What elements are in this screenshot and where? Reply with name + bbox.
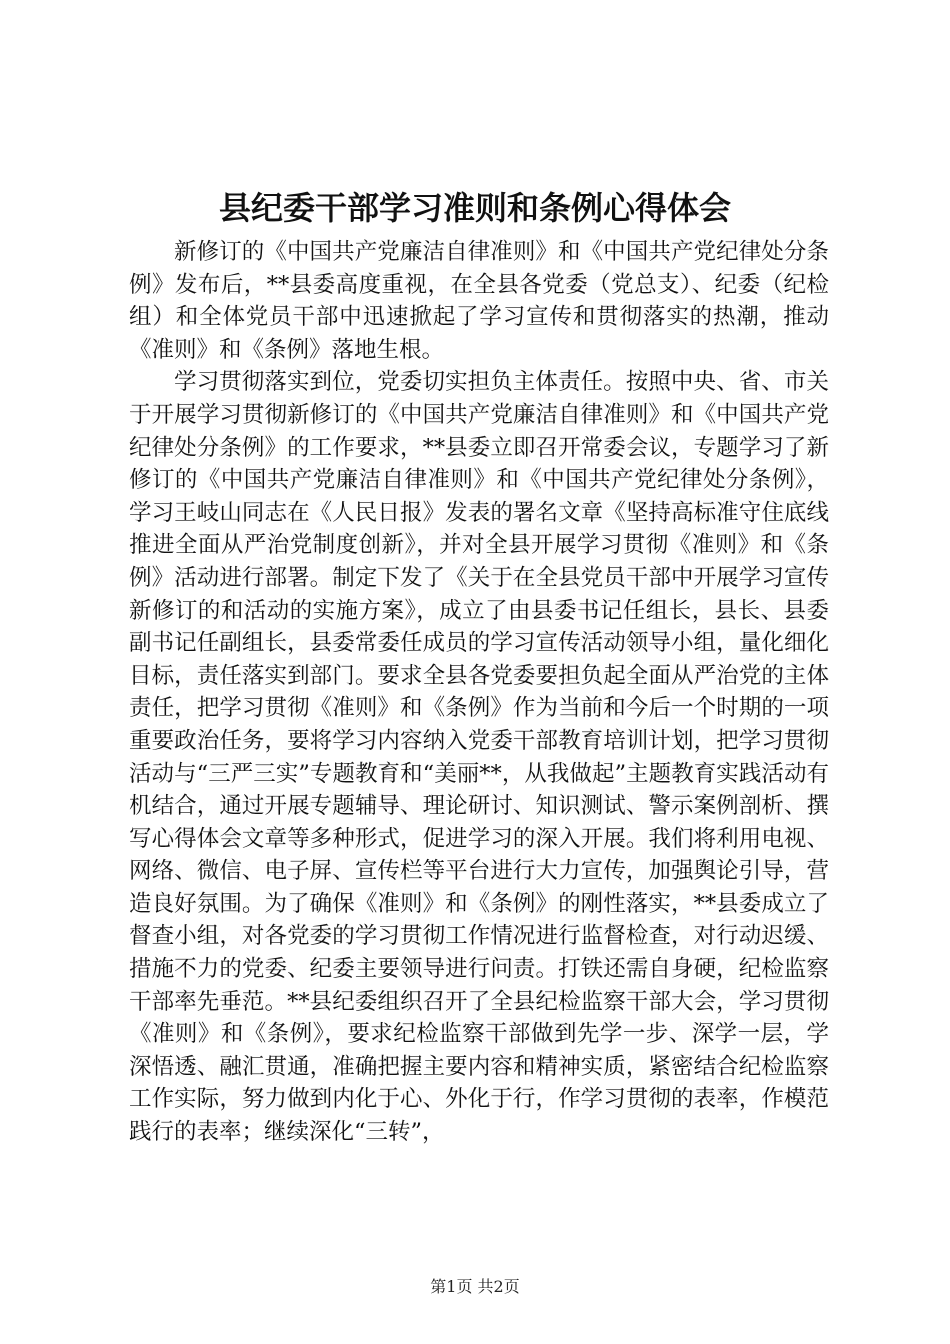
document-title: 县纪委干部学习准则和条例心得体会 bbox=[218, 189, 731, 227]
paragraph-1: 新修订的《中国共产党廉洁自律准则》和《中国共产党纪律处分条例》发布后，**县委高度重视，在全县各党委（党总支）、纪委（纪检组）和全体党员干部中迅速掀起了学习宣传和贯彻落实的热潮，推动《准则》和《条例》落地生根。 bbox=[129, 239, 829, 363]
document-body bbox=[129, 236, 829, 1149]
paragraph-2: 学习贯彻落实到位，党委切实担负主体责任。按照中央、省、市关于开展学习贯彻新修订的《中国共产党廉洁自律准则》和《中国共产党纪律处分条例》的工作要求，**县委立即召开常委会议，专题学习了新修订的《中国共产党廉洁自律准则》和《中国共产党纪律处分条例》，学习王岐山同志在《人民日报》发表的署名文章《坚持高标准守住底线推进全面从严治党制度创新》，并对全县开展学习贯彻《准则》和《条例》活动进行部署。制定下发了《关于在全县党员干部中开展学习宣传新修订的和活动的实施方案》，成立了由县委书记任组长，县长、县委副书记任副组长，县委常委任成员的学习宣传活动领导小组，量化细化目标，责任落实到部门。要求全县各党委要担负起全面从严治党的主体责任，把学习贯彻《准则》和《条例》作为当前和今后一个时期的一项重要政治任务，要将学习内容纳入党委干部教育培训计划，把学习贯彻活动与“三严三实”专题教育和“美丽**，从我做起”主题教育实践活动有机结合，通过开展专题辅导、理论研讨、知识测试、警示案例剖析、撰写心得体会文章等多种形式，促进学习的深入开展。我们将利用电视、网络、微信、电子屏、宣传栏等平台进行大力宣传，加强舆论引导，营造良好氛围。为了确保《准则》和《条例》的刚性落实，**县委成立了督查小组，对各党委的学习贯彻工作情况进行监督检查，对行动迟缓、措施不力的党委、纪委主要领导进行问责。打铁还需自身硬，纪检监察干部率先垂范。**县纪委组织召开了全县纪检监察干部大会，学习贯彻《准则》和《条例》，要求纪检监察干部做到先学一步、深学一层，学深悟透、融汇贯通，准确把握主要内容和精神实质，紧密结合纪检监察工作实际，努力做到内化于心、外化于行，作学习贯彻的表率，作模范践行的表率；继续深化“三转”， bbox=[129, 369, 829, 1146]
page-number-footer: 第1页 共2页 bbox=[430, 1277, 520, 1296]
